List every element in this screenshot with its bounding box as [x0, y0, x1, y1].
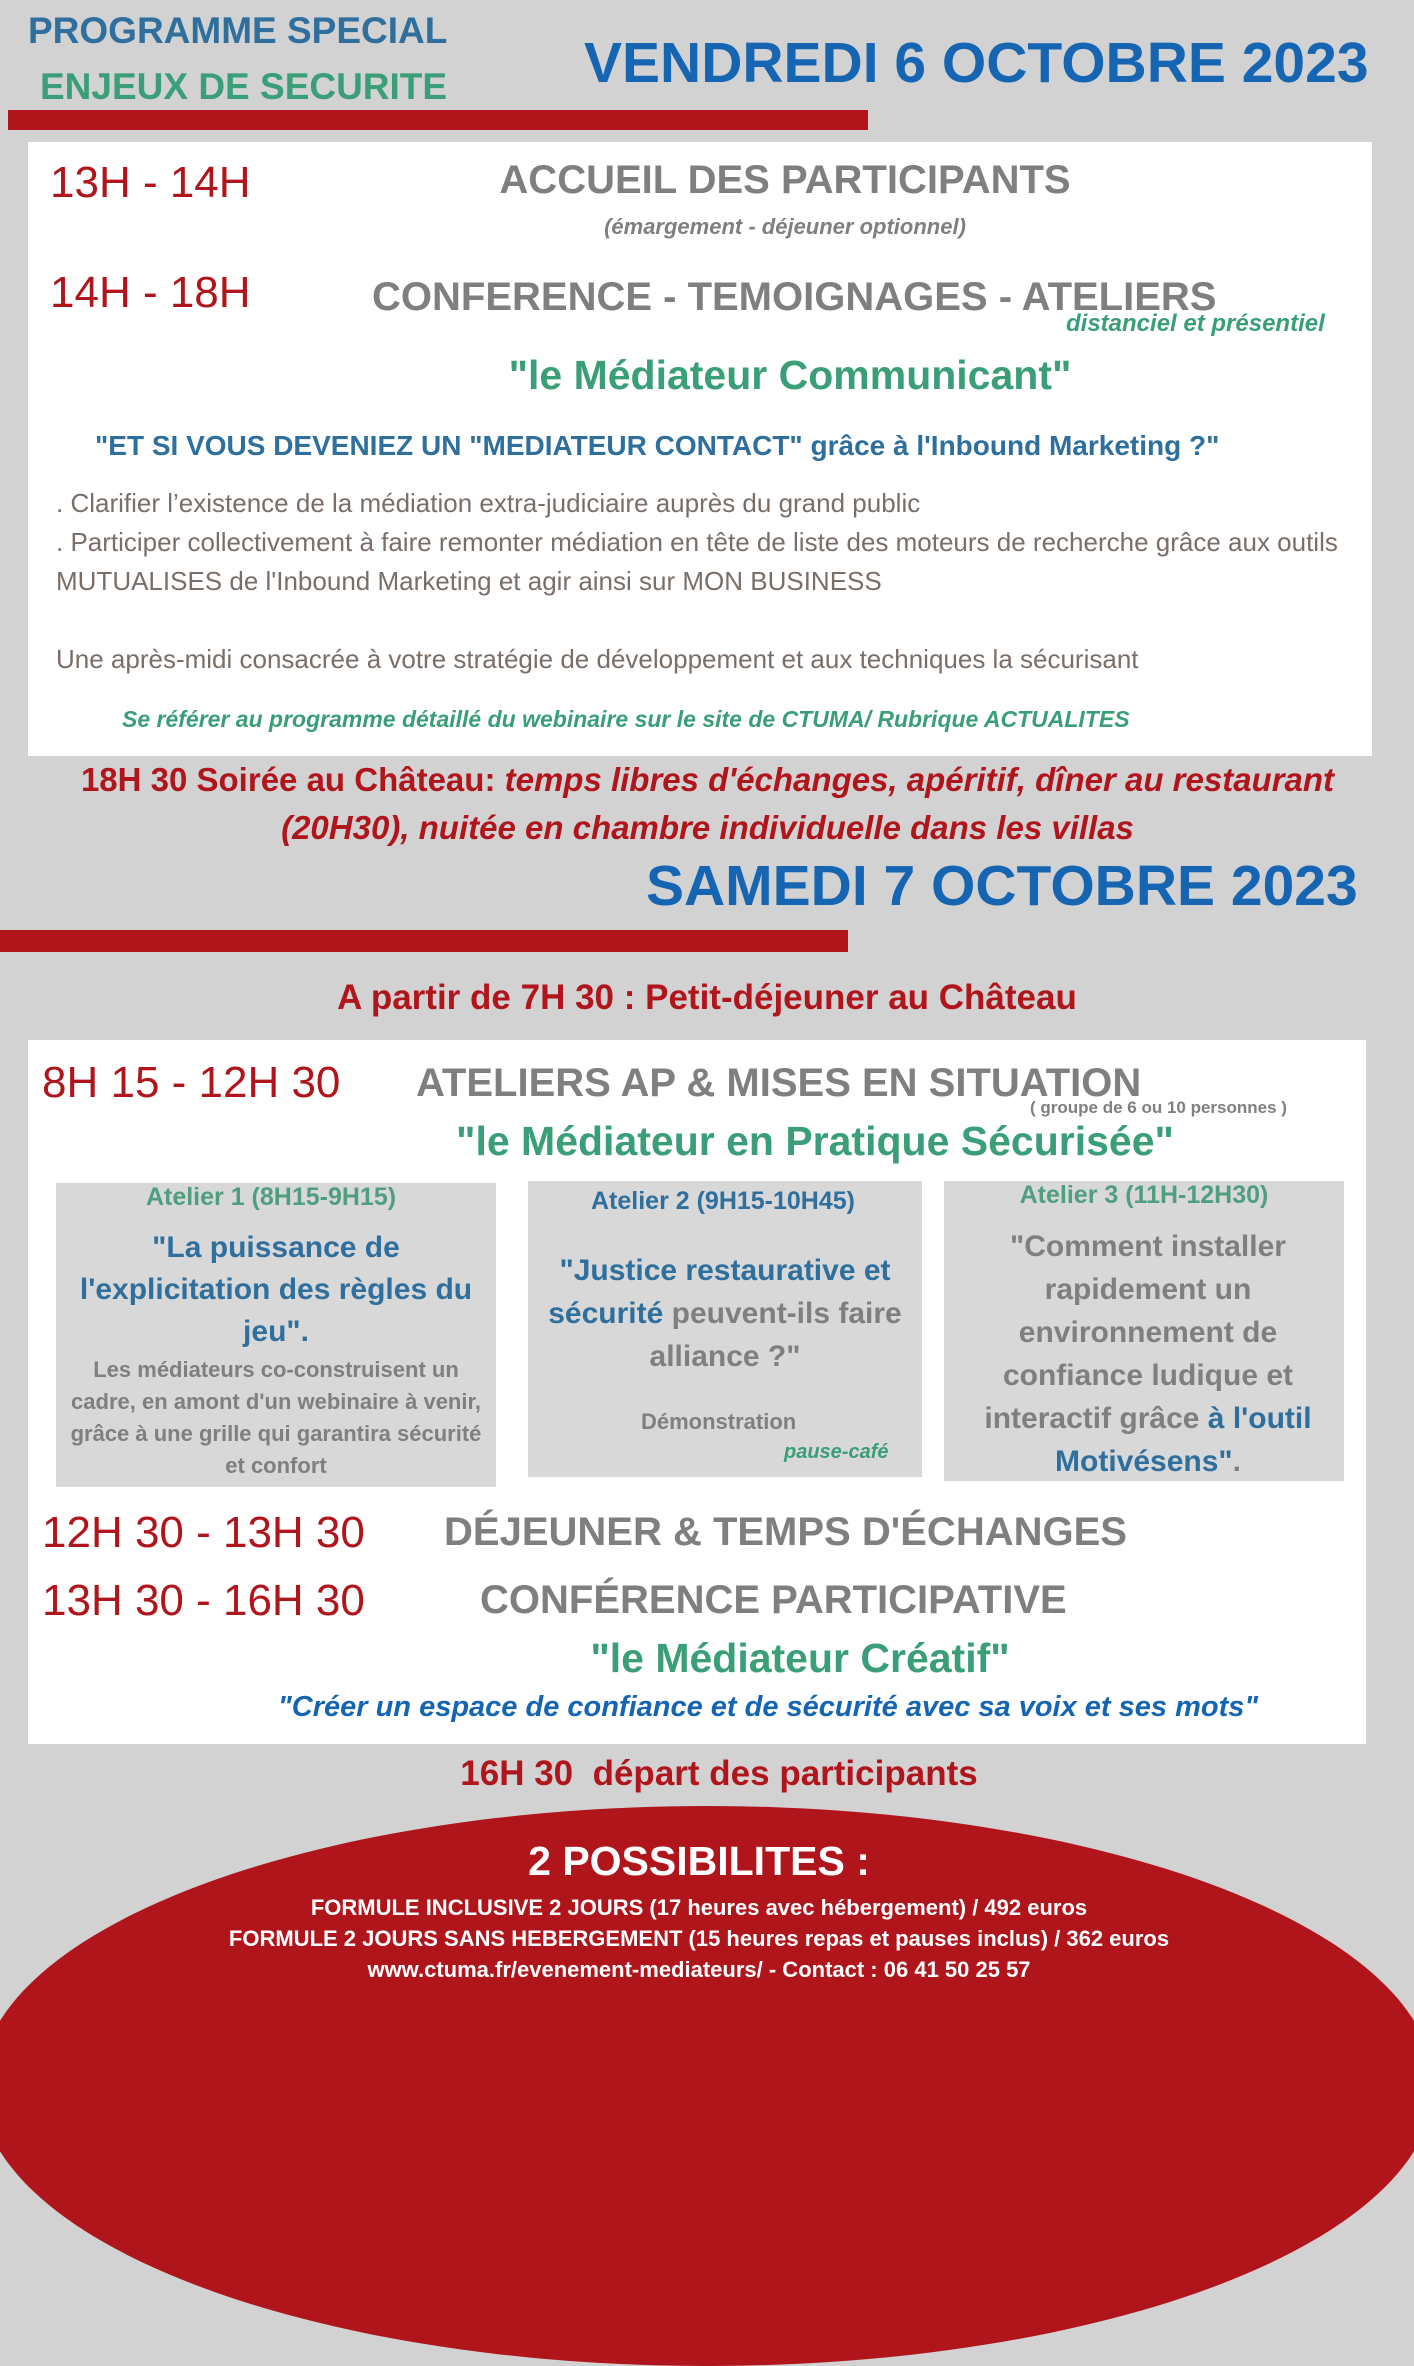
friday-slot1-time: 13H - 14H: [50, 158, 251, 207]
saturday-quote: "Créer un espace de confiance et de sécurité avec sa voix et ses mots": [278, 1691, 1259, 1723]
workshop-2-card: [528, 1181, 922, 1477]
friday-slot2-mode: distanciel et présentiel: [1066, 310, 1325, 337]
workshop-3-title: [966, 1225, 1330, 1483]
workshop-3-title-part1: "Comment installer rapidement un environnement de confiance ludique et interactif grâce: [984, 1230, 1294, 1435]
workshop-2-pause: pause-café: [784, 1441, 889, 1463]
friday-evening-detail: temps libres d'échanges, apéritif, dîner au restaurant (20H30), nuitée en chambre individuelle dans les villas: [281, 761, 1335, 846]
saturday-slot1-title: ATELIERS AP & MISES EN SITUATION: [416, 1061, 1142, 1105]
workshop-2-header: Atelier 2 (9H15-10H45): [590, 1187, 855, 1215]
workshop-1-header: Atelier 1 (8H15-9H15): [145, 1183, 397, 1211]
saturday-slot2-title: DÉJEUNER & TEMPS D'ÉCHANGES: [444, 1510, 1127, 1554]
saturday-slot3-time: 13H 30 - 16H 30: [42, 1576, 365, 1625]
workshop-2-demo: Démonstration: [641, 1409, 797, 1434]
friday-body-point1: . Clarifier l’existence de la médiation extra-judiciaire auprès du grand public: [56, 488, 921, 518]
friday-reference: Se référer au programme détaillé du webinaire sur le site de CTUMA/ Rubrique ACTUALITES: [122, 706, 1130, 732]
friday-body-summary: Une après-midi consacrée à votre stratégie de développement et aux techniques la sécurisant: [56, 644, 1139, 674]
friday-slot1-subtitle: (émargement - déjeuner optionnel): [604, 214, 966, 239]
saturday-theme: "le Médiateur en Pratique Sécurisée": [456, 1118, 1174, 1164]
friday-theme: "le Médiateur Communicant": [508, 352, 1072, 398]
workshop-2-title-part2: peuvent-ils faire alliance ?": [649, 1297, 902, 1373]
workshop-3-card: [944, 1181, 1344, 1481]
footer-oval: [0, 1806, 1414, 2366]
workshop-1-description: Les médiateurs co-construisent un cadre, en amont d'un webinaire à venir, grâce à une grille qui garantira sécurité et confort: [70, 1357, 482, 1478]
program-label: PROGRAMME SPECIAL: [28, 10, 448, 51]
workshop-2-title: [548, 1249, 902, 1378]
saturday-slot1-group: ( groupe de 6 ou 10 personnes ): [1030, 1098, 1287, 1117]
saturday-theme2: "le Médiateur Créatif": [590, 1635, 1010, 1681]
workshop-1-title: "La puissance de l'explicitation des règles du jeu".: [79, 1231, 473, 1348]
friday-body-point2: . Participer collectivement à faire remonter médiation en tête de liste des moteurs de recherche grâce aux outils MUTUALISES de l'Inbound Marketing et agir ainsi sur MON BUSINESS: [56, 527, 1338, 596]
workshop-3-header: Atelier 3 (11H-12H30): [1019, 1181, 1269, 1209]
program-subtitle: ENJEUX DE SECURITE: [40, 66, 448, 107]
workshop-2-title-part1: "Justice restaurative et sécurité: [548, 1254, 891, 1330]
footer-line1: FORMULE INCLUSIVE 2 JOURS (17 heures avec hébergement) / 492 euros: [310, 1895, 1088, 1920]
friday-evening: [80, 756, 1335, 852]
saturday-slot3-title: CONFÉRENCE PARTICIPATIVE: [480, 1578, 1067, 1622]
friday-question-part1: "ET SI VOUS DEVENIEZ UN "MEDIATEUR CONTACT": [95, 430, 811, 461]
footer-title: 2 POSSIBILITES :: [528, 1838, 870, 1884]
saturday-slot2-time: 12H 30 - 13H 30: [42, 1508, 365, 1557]
saturday-breakfast: A partir de 7H 30 : Petit-déjeuner au Château: [337, 978, 1077, 1017]
friday-title: VENDREDI 6 OCTOBRE 2023: [584, 31, 1369, 95]
friday-body: [56, 484, 1356, 679]
workshop-1-card: [56, 1183, 496, 1487]
friday-slot2-title: CONFERENCE - TEMOIGNAGES - ATELIERS: [372, 275, 1217, 319]
workshop-3-title-part3: .: [1232, 1445, 1241, 1478]
saturday-slot1-time: 8H 15 - 12H 30: [42, 1058, 341, 1107]
friday-slot1-title: ACCUEIL DES PARTICIPANTS: [499, 158, 1071, 202]
footer-line2: FORMULE 2 JOURS SANS HEBERGEMENT (15 heures repas et pauses inclus) / 362 euros: [228, 1926, 1170, 1951]
saturday-title: SAMEDI 7 OCTOBRE 2023: [646, 854, 1358, 918]
friday-slot2-time: 14H - 18H: [50, 268, 251, 317]
footer-contact-link[interactable]: www.ctuma.fr/evenement-mediateurs/ - Contact : 06 41 50 25 57: [367, 1957, 1031, 1982]
saturday-departure: 16H 30 départ des participants: [460, 1754, 978, 1793]
friday-evening-time: 18H 30 Soirée au Château:: [80, 761, 505, 798]
friday-divider: [8, 110, 868, 130]
friday-question: [95, 430, 1219, 462]
saturday-divider: [0, 930, 848, 952]
workshop-3-title-part2: à l'outil Motivésens": [1055, 1402, 1312, 1478]
friday-question-part2: grâce à l'Inbound Marketing ?": [810, 430, 1220, 461]
